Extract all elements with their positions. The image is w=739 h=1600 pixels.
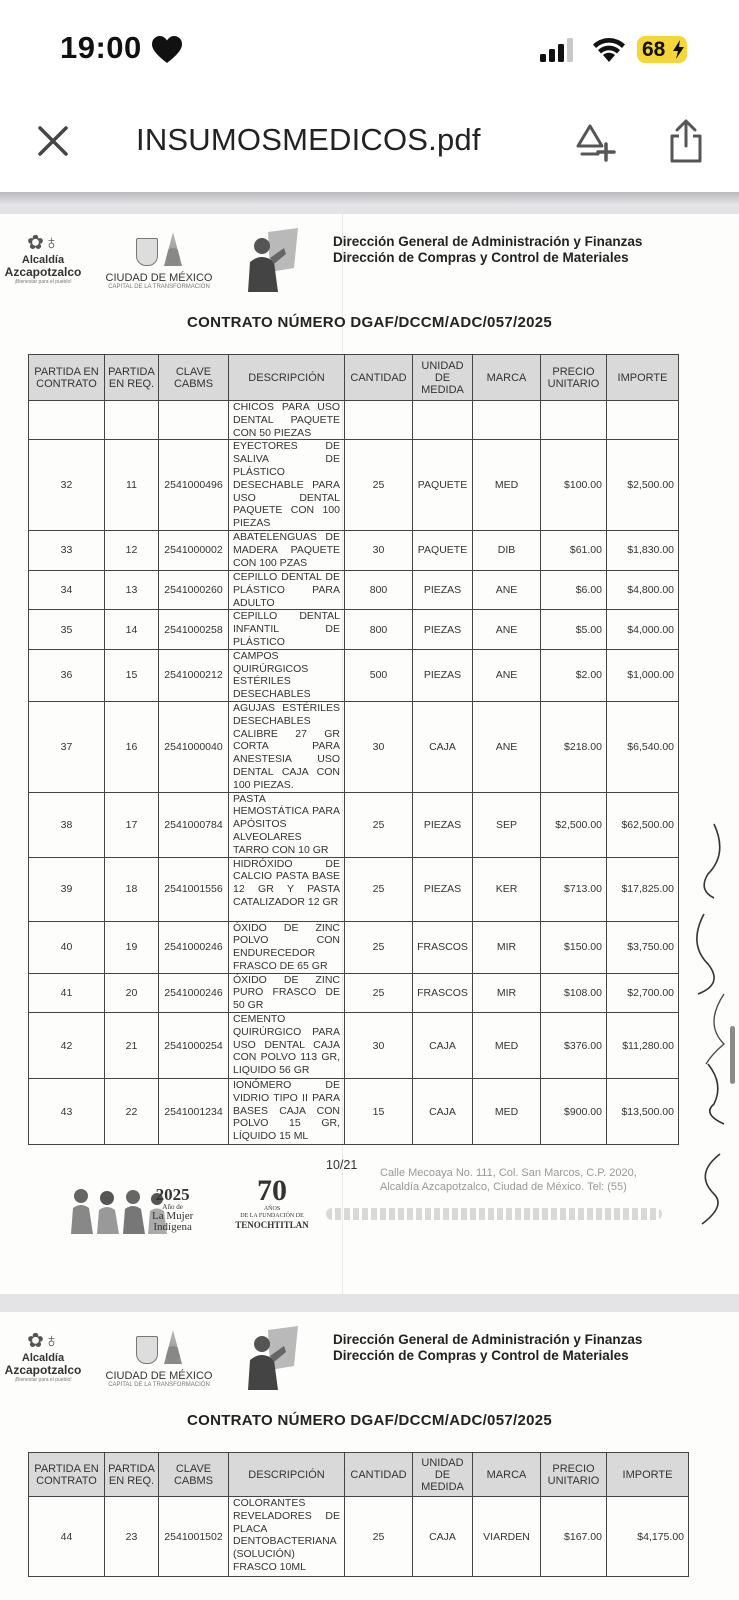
cell-importe: $11,280.00 xyxy=(607,1013,679,1079)
alcaldia-tagline: ¡Bienestar para el pueblo! xyxy=(14,279,72,285)
table-row xyxy=(29,792,679,857)
cell-desc: ÓXIDO DE ZINC PURO FRASCO DE 50 GR xyxy=(229,973,345,1012)
cdmx-name: CIUDAD DE MÉXICO xyxy=(105,1370,213,1382)
pdf-page xyxy=(0,1312,739,1600)
cell-desc: AGUJAS ESTÉRILES DESECHABLES CALIBRE 27 GR CORTA PARA ANESTESIA USO DENTAL CAJA CON 100 PIEZAS. xyxy=(229,701,345,792)
cdmx-monument-icon xyxy=(164,1330,182,1364)
cell-desc: HIDRÓXIDO DE CALCIO PASTA BASE 12 GR Y PASTA CATALIZADOR 12 GR xyxy=(229,857,345,921)
cell-unidad: CAJA xyxy=(413,701,473,792)
cell-marca xyxy=(473,401,541,440)
cell-cantidad: 25 xyxy=(345,1497,413,1577)
table-row xyxy=(29,530,679,570)
cell-unidad xyxy=(413,401,473,440)
cell-clave: 2541000260 xyxy=(159,570,229,609)
cell-req: 20 xyxy=(105,973,159,1012)
cell-marca: MED xyxy=(473,1013,541,1079)
direccion-general: Dirección General de Administración y Finanzas xyxy=(333,1332,643,1347)
cell-importe: $1,830.00 xyxy=(607,530,679,570)
cell-partida: 41 xyxy=(29,973,105,1012)
header-direccion xyxy=(333,234,642,266)
footer-seventy-sub-1: AÑOS xyxy=(263,1206,281,1212)
markup-button[interactable] xyxy=(572,122,616,162)
col-marca: MARCA xyxy=(473,355,541,401)
cell-partida: 42 xyxy=(29,1013,105,1079)
pdf-viewer[interactable] xyxy=(0,206,739,1600)
cell-importe: $62,500.00 xyxy=(607,792,679,857)
cell-marca: KER xyxy=(473,857,541,921)
cell-partida: 38 xyxy=(29,792,105,857)
share-button[interactable] xyxy=(668,118,704,164)
cell-partida: 40 xyxy=(29,921,105,973)
cdmx-name: CIUDAD DE MÉXICO xyxy=(105,272,213,284)
cdmx-shield-icon xyxy=(136,238,158,266)
table-row xyxy=(29,857,679,921)
col-descripcion: DESCRIPCIÓN xyxy=(229,1453,345,1497)
table-header-row xyxy=(29,355,679,401)
cell-partida: 35 xyxy=(29,610,105,649)
cell-unidad: PAQUETE xyxy=(413,440,473,531)
status-bar xyxy=(0,0,739,96)
alcaldia-emblem-icon: ✿♁ xyxy=(27,1330,59,1352)
cell-clave xyxy=(159,401,229,440)
cell-req: 11 xyxy=(105,440,159,531)
cell-unidad: CAJA xyxy=(413,1497,473,1577)
col-partida-contrato: PARTIDA EN CONTRATO xyxy=(29,355,105,401)
cell-req: 14 xyxy=(105,610,159,649)
cell-desc: COLORANTES REVELADORES DE PLACA DENTOBACTERIANA (SOLUCIÓN) FRASCO 10ML xyxy=(229,1497,345,1577)
cell-unidad: PIEZAS xyxy=(413,857,473,921)
table-row xyxy=(29,1013,679,1079)
cell-cantidad: 500 xyxy=(345,649,413,701)
cell-clave: 2541001556 xyxy=(159,857,229,921)
cell-desc: CEPILLO DENTAL INFANTIL DE PLÁSTICO xyxy=(229,610,345,649)
col-precio: PRECIO UNITARIO xyxy=(541,1453,607,1497)
cell-unidad: PIEZAS xyxy=(413,610,473,649)
cell-partida: 37 xyxy=(29,701,105,792)
footer-seventy-sub-3: TENOCHTITLAN xyxy=(235,1220,309,1230)
col-unidad: UNIDAD DE MEDIDA xyxy=(413,355,473,401)
tenochtitlan-70-years xyxy=(224,1176,320,1230)
year-of-indigenous-woman xyxy=(152,1186,193,1233)
cell-desc: IONÓMERO DE VIDRIO TIPO II PARA BASES CAJA CON POLVO 15 GR, LÍQUIDO 15 ML xyxy=(229,1079,345,1145)
cell-clave: 2541000040 xyxy=(159,701,229,792)
cell-marca: MED xyxy=(473,1079,541,1145)
cell-importe: $17,825.00 xyxy=(607,857,679,921)
cell-cantidad xyxy=(345,401,413,440)
cell-partida xyxy=(29,401,105,440)
battery-level: 68 xyxy=(642,38,666,61)
cell-marca: SEP xyxy=(473,792,541,857)
cell-desc: CHICOS PARA USO DENTAL PAQUETE CON 50 PIEZAS xyxy=(229,401,345,440)
cell-cantidad: 800 xyxy=(345,570,413,609)
alcaldia-name-2: Azcapotzalco xyxy=(4,1363,82,1377)
battery-indicator xyxy=(637,36,687,63)
cell-precio: $100.00 xyxy=(541,440,607,531)
cell-unidad: PIEZAS xyxy=(413,570,473,609)
cell-precio: $713.00 xyxy=(541,857,607,921)
col-marca: MARCA xyxy=(473,1453,541,1497)
heart-icon xyxy=(152,36,182,64)
col-unidad: UNIDAD DE MEDIDA xyxy=(413,1453,473,1497)
cell-precio: $376.00 xyxy=(541,1013,607,1079)
cell-desc: ÓXIDO DE ZINC POLVO CON ENDURECEDOR FRASCO DE 65 GR xyxy=(229,921,345,973)
cell-desc: PASTA HEMOSTÁTICA PARA APÓSITOS ALVEOLARES TARRO CON 10 GR xyxy=(229,792,345,857)
cell-clave: 2541000784 xyxy=(159,792,229,857)
cell-precio: $2,500.00 xyxy=(541,792,607,857)
address-line-1: Calle Mecoaya No. 111, Col. San Marcos, C.P. 2020, xyxy=(380,1167,637,1179)
cell-precio xyxy=(541,401,607,440)
footer-seventy-sub-2: DE LA FUNDACIÓN DE xyxy=(240,1213,304,1219)
cdmx-tagline: CAPITAL DE LA TRANSFORMACIÓN xyxy=(108,1382,210,1388)
address-line-2: Alcaldía Azcapotzalco, Ciudad de México. Tel: (55) xyxy=(380,1181,627,1193)
tenochtitlan-logo-icon xyxy=(240,228,300,292)
cell-unidad: FRASCOS xyxy=(413,973,473,1012)
cell-marca: ANE xyxy=(473,649,541,701)
cell-clave: 2541000212 xyxy=(159,649,229,701)
cell-partida: 36 xyxy=(29,649,105,701)
handwritten-signatures xyxy=(684,814,739,1234)
items-table xyxy=(28,354,679,1145)
tenochtitlan-logo-icon xyxy=(240,1326,300,1390)
cell-req: 15 xyxy=(105,649,159,701)
cell-cantidad: 30 xyxy=(345,701,413,792)
cell-marca: ANE xyxy=(473,610,541,649)
cell-precio: $167.00 xyxy=(541,1497,607,1577)
cell-clave: 2541000254 xyxy=(159,1013,229,1079)
cell-marca: MIR xyxy=(473,921,541,973)
charging-bolt-icon xyxy=(673,40,684,59)
cell-precio: $2.00 xyxy=(541,649,607,701)
cell-precio: $6.00 xyxy=(541,570,607,609)
table-row xyxy=(29,401,679,440)
cell-importe: $4,000.00 xyxy=(607,610,679,649)
cell-importe: $6,540.00 xyxy=(607,701,679,792)
close-button[interactable] xyxy=(36,124,70,158)
cell-partida: 43 xyxy=(29,1079,105,1145)
cdmx-logo xyxy=(104,232,214,290)
table-row xyxy=(29,921,679,973)
cdmx-tagline: CAPITAL DE LA TRANSFORMACIÓN xyxy=(108,284,210,290)
cell-desc: CEMENTO QUIRÚRGICO PARA USO DENTAL CAJA CON POLVO 113 GR, LIQUIDO 56 GR xyxy=(229,1013,345,1079)
col-cantidad: CANTIDAD xyxy=(345,355,413,401)
cdmx-logo xyxy=(104,1330,214,1388)
footer-address xyxy=(380,1166,637,1194)
cell-cantidad: 15 xyxy=(345,1079,413,1145)
cell-req: 22 xyxy=(105,1079,159,1145)
table-row xyxy=(29,570,679,609)
cell-req: 13 xyxy=(105,570,159,609)
cell-req: 16 xyxy=(105,701,159,792)
cell-importe: $4,800.00 xyxy=(607,570,679,609)
cell-partida: 44 xyxy=(29,1497,105,1577)
contract-title: CONTRATO NÚMERO DGAF/DCCM/ADC/057/2025 xyxy=(186,314,553,331)
cdmx-shield-icon xyxy=(136,1336,158,1364)
table-row xyxy=(29,1497,689,1577)
contract-title: CONTRATO NÚMERO DGAF/DCCM/ADC/057/2025 xyxy=(186,1412,553,1429)
cell-cantidad: 25 xyxy=(345,440,413,531)
cell-req xyxy=(105,401,159,440)
cell-importe: $13,500.00 xyxy=(607,1079,679,1145)
status-time: 19:00 xyxy=(60,30,142,65)
pdf-page xyxy=(0,214,739,1294)
cell-clave: 2541000496 xyxy=(159,440,229,531)
wifi-icon xyxy=(592,36,626,62)
cell-unidad: FRASCOS xyxy=(413,921,473,973)
cell-cantidad: 800 xyxy=(345,610,413,649)
cell-partida: 34 xyxy=(29,570,105,609)
cell-precio: $108.00 xyxy=(541,973,607,1012)
cell-clave: 2541001502 xyxy=(159,1497,229,1577)
cell-precio: $150.00 xyxy=(541,921,607,973)
cell-cantidad: 25 xyxy=(345,792,413,857)
alcaldia-name: Alcaldía xyxy=(21,254,65,266)
page-number: 10/21 xyxy=(326,1158,358,1172)
cell-cantidad: 25 xyxy=(345,973,413,1012)
cell-partida: 39 xyxy=(29,857,105,921)
alcaldia-emblem-icon: ✿♁ xyxy=(27,232,59,254)
cell-importe: $2,500.00 xyxy=(607,440,679,531)
cell-cantidad: 30 xyxy=(345,1013,413,1079)
cell-importe xyxy=(607,401,679,440)
cell-importe: $1,000.00 xyxy=(607,649,679,701)
cell-precio: $61.00 xyxy=(541,530,607,570)
cell-importe: $4,175.00 xyxy=(607,1497,689,1577)
cell-clave: 2541000246 xyxy=(159,921,229,973)
document-title: INSUMOSMEDICOS.pdf xyxy=(136,122,481,157)
cell-desc: CAMPOS QUIRÚRGICOS ESTÉRILES DESECHABLES xyxy=(229,649,345,701)
table-row xyxy=(29,610,679,649)
cellular-signal-icon xyxy=(540,38,578,62)
cell-marca: MIR xyxy=(473,973,541,1012)
alcaldia-tagline: ¡Bienestar para el pueblo! xyxy=(14,1377,72,1383)
header-direccion xyxy=(333,1332,642,1364)
items-table xyxy=(28,1452,689,1577)
footer-seventy: 70 xyxy=(257,1174,287,1207)
cell-clave: 2541000002 xyxy=(159,530,229,570)
cell-importe: $3,750.00 xyxy=(607,921,679,973)
footer-year-sub-3: Indígena xyxy=(153,1221,192,1233)
cell-precio: $218.00 xyxy=(541,701,607,792)
cell-marca: MED xyxy=(473,440,541,531)
direccion-general: Dirección General de Administración y Finanzas xyxy=(333,234,643,249)
cell-unidad: PIEZAS xyxy=(413,792,473,857)
cdmx-monument-icon xyxy=(164,232,182,266)
cell-desc: CEPILLO DENTAL DE PLÁSTICO PARA ADULTO xyxy=(229,570,345,609)
cell-cantidad: 25 xyxy=(345,921,413,973)
col-importe: IMPORTE xyxy=(607,355,679,401)
col-partida-contrato: PARTIDA EN CONTRATO xyxy=(29,1453,105,1497)
col-clave: CLAVE CABMS xyxy=(159,355,229,401)
table-row xyxy=(29,973,679,1012)
table-row xyxy=(29,701,679,792)
cell-req: 17 xyxy=(105,792,159,857)
cell-unidad: PAQUETE xyxy=(413,530,473,570)
alcaldia-logo xyxy=(4,1330,82,1383)
col-partida-req: PARTIDA EN REQ. xyxy=(105,355,159,401)
table-row xyxy=(29,1079,679,1145)
cell-cantidad: 30 xyxy=(345,530,413,570)
footer-year-sub-2: La Mujer xyxy=(152,1210,194,1222)
cell-unidad: PIEZAS xyxy=(413,649,473,701)
table-row xyxy=(29,649,679,701)
cell-precio: $900.00 xyxy=(541,1079,607,1145)
col-descripcion: DESCRIPCIÓN xyxy=(229,355,345,401)
direccion-compras: Dirección de Compras y Control de Materiales xyxy=(333,1348,629,1363)
cell-unidad: CAJA xyxy=(413,1013,473,1079)
cell-marca: ANE xyxy=(473,701,541,792)
toolbar-divider xyxy=(0,192,739,206)
cell-unidad: CAJA xyxy=(413,1079,473,1145)
cell-marca: VIARDEN xyxy=(473,1497,541,1577)
cell-partida: 32 xyxy=(29,440,105,531)
cell-partida: 33 xyxy=(29,530,105,570)
table-header-row xyxy=(29,1453,689,1497)
alcaldia-name-2: Azcapotzalco xyxy=(4,265,82,279)
alcaldia-logo xyxy=(4,232,82,285)
cell-desc: ABATELENGUAS DE MADERA PAQUETE CON 100 PZAS xyxy=(229,530,345,570)
col-importe: IMPORTE xyxy=(607,1453,689,1497)
cell-desc: EYECTORES DE SALIVA DE PLÁSTICO DESECHABLE PARA USO DENTAL PAQUETE CON 100 PIEZAS xyxy=(229,440,345,531)
cell-req: 12 xyxy=(105,530,159,570)
footer-year-sub-1: Año de xyxy=(162,1203,183,1211)
col-cantidad: CANTIDAD xyxy=(345,1453,413,1497)
cell-precio: $5.00 xyxy=(541,610,607,649)
col-clave: CLAVE CABMS xyxy=(159,1453,229,1497)
cell-importe: $2,700.00 xyxy=(607,973,679,1012)
cell-req: 23 xyxy=(105,1497,159,1577)
cell-marca: ANE xyxy=(473,570,541,609)
table-row xyxy=(29,440,679,531)
cell-clave: 2541001234 xyxy=(159,1079,229,1145)
direccion-compras: Dirección de Compras y Control de Materiales xyxy=(333,250,629,265)
footer-year: 2025 xyxy=(155,1185,190,1204)
cell-clave: 2541000258 xyxy=(159,610,229,649)
scroll-indicator[interactable] xyxy=(730,1026,735,1084)
cell-req: 21 xyxy=(105,1013,159,1079)
cell-req: 18 xyxy=(105,857,159,921)
col-precio: PRECIO UNITARIO xyxy=(541,355,607,401)
cell-clave: 2541000246 xyxy=(159,973,229,1012)
cell-marca: DIB xyxy=(473,530,541,570)
col-partida-req: PARTIDA EN REQ. xyxy=(105,1453,159,1497)
cell-cantidad: 25 xyxy=(345,857,413,921)
alcaldia-name: Alcaldía xyxy=(21,1352,65,1364)
footer-decorative-border xyxy=(326,1208,662,1220)
cell-req: 19 xyxy=(105,921,159,973)
